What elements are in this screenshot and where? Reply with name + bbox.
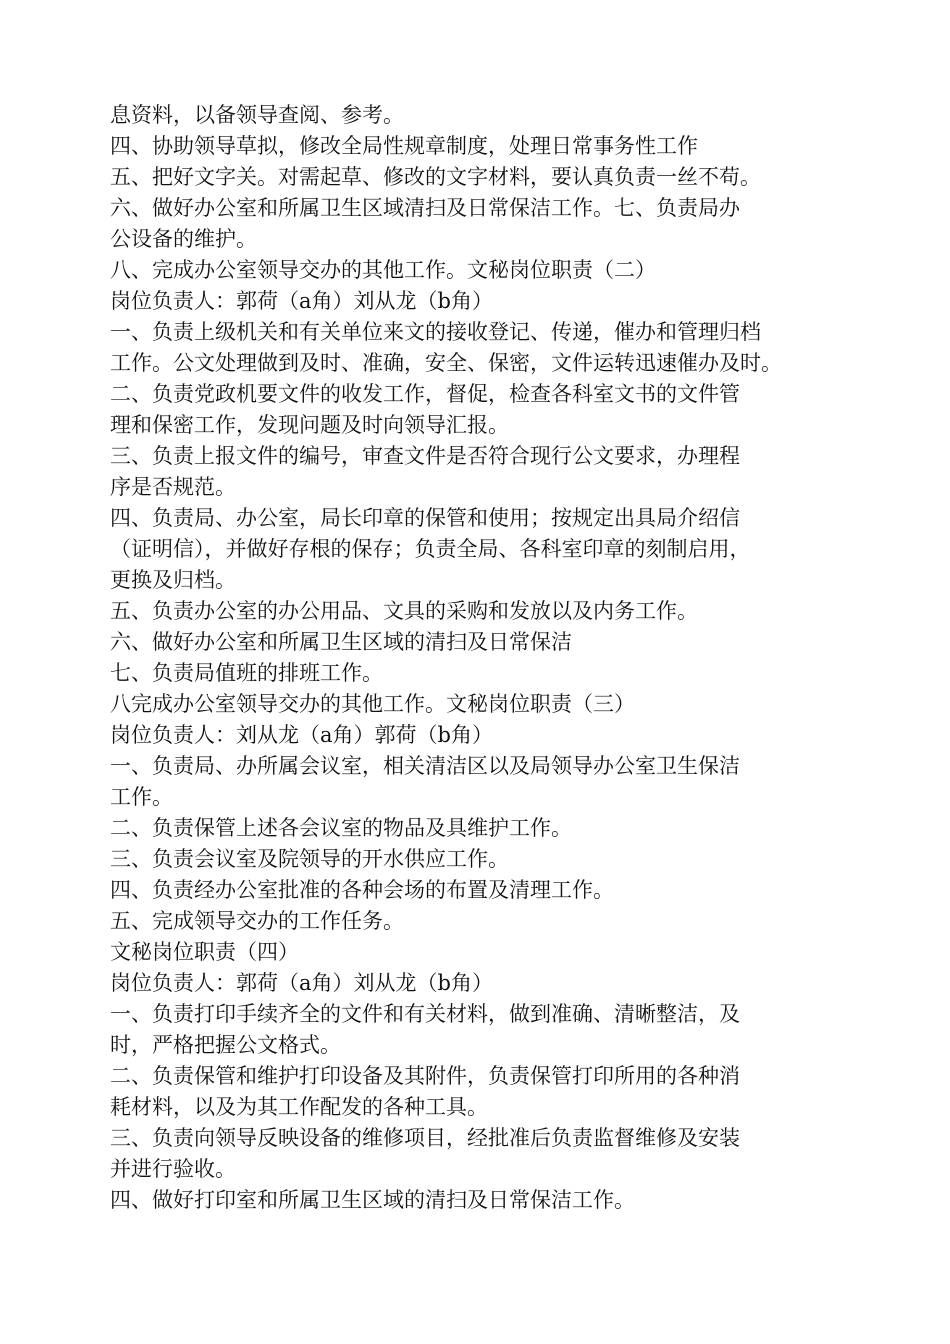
text-line: 二、负责保管上述各会议室的物品及具维护工作。 [110, 816, 572, 840]
text-line: 五、负责办公室的办公用品、文具的采购和发放以及内务工作。 [110, 599, 698, 623]
text-line: 并进行验收。 [110, 1157, 236, 1181]
text-line: 工作。 [110, 785, 173, 809]
text-line: 文秘岗位职责（四） [110, 940, 299, 964]
text-line: 三、负责上报文件的编号，审查文件是否符合现行公文要求，办理程 [110, 444, 740, 468]
text-line: 一、负责上级机关和有关单位来文的接收登记、传递，催办和管理归档 [110, 320, 761, 344]
text-line: 息资料，以备领导查阅、参考。 [110, 103, 404, 127]
document-page [110, 100, 860, 1216]
text-line: 五、把好文字关。对需起草、修改的文字材料，要认真负责一丝不苟。 [110, 165, 761, 189]
text-line: 岗位负责人：郭荷（a角）刘从龙（b角） [110, 971, 493, 995]
text-line: 时，严格把握公文格式。 [110, 1033, 341, 1057]
text-line: 五、完成领导交办的工作任务。 [110, 909, 404, 933]
text-line: 七、负责局值班的排班工作。 [110, 661, 383, 685]
text-line: 三、负责会议室及院领导的开水供应工作。 [110, 847, 509, 871]
text-line: 八完成办公室领导交办的其他工作。文秘岗位职责（三） [110, 692, 635, 716]
text-line: 耗材料，以及为其工作配发的各种工具。 [110, 1095, 488, 1119]
text-line: 六、做好办公室和所属卫生区域的清扫及日常保洁 [110, 630, 572, 654]
text-line: 二、负责保管和维护打印设备及其附件，负责保管打印所用的各种消 [110, 1064, 740, 1088]
text-line: 工作。公文处理做到及时、准确，安全、保密，文件运转迅速催办及时。 [110, 351, 782, 375]
text-line: 岗位负责人：刘从龙（a角）郭荷（b角） [110, 723, 493, 747]
text-line: 一、负责局、办所属会议室，相关清洁区以及局领导办公室卫生保洁 [110, 754, 740, 778]
text-line: （证明信），并做好存根的保存；负责全局、各科室印章的刻制启用， [110, 537, 751, 561]
text-line: 理和保密工作，发现问题及时向领导汇报。 [110, 413, 509, 437]
text-line: 四、做好打印室和所属卫生区域的清扫及日常保洁工作。 [110, 1188, 635, 1212]
text-line: 四、负责经办公室批准的各种会场的布置及清理工作。 [110, 878, 614, 902]
text-line: 一、负责打印手续齐全的文件和有关材料，做到准确、清晰整洁，及 [110, 1002, 740, 1026]
text-line: 四、协助领导草拟，修改全局性规章制度，处理日常事务性工作 [110, 134, 698, 158]
text-line: 六、做好办公室和所属卫生区域清扫及日常保洁工作。七、负责局办 [110, 196, 740, 220]
text-line: 更换及归档。 [110, 568, 236, 592]
text-line: 二、负责党政机要文件的收发工作，督促，检查各科室文书的文件管 [110, 382, 740, 406]
text-line: 四、负责局、办公室，局长印章的保管和使用；按规定出具局介绍信 [110, 506, 740, 530]
text-line: 八、完成办公室领导交办的其他工作。文秘岗位职责（二） [110, 258, 656, 282]
text-line: 公设备的维护。 [110, 227, 257, 251]
text-line: 序是否规范。 [110, 475, 236, 499]
text-line: 岗位负责人：郭荷（a角）刘从龙（b角） [110, 289, 493, 313]
text-line: 三、负责向领导反映设备的维修项目，经批准后负责监督维修及安装 [110, 1126, 740, 1150]
